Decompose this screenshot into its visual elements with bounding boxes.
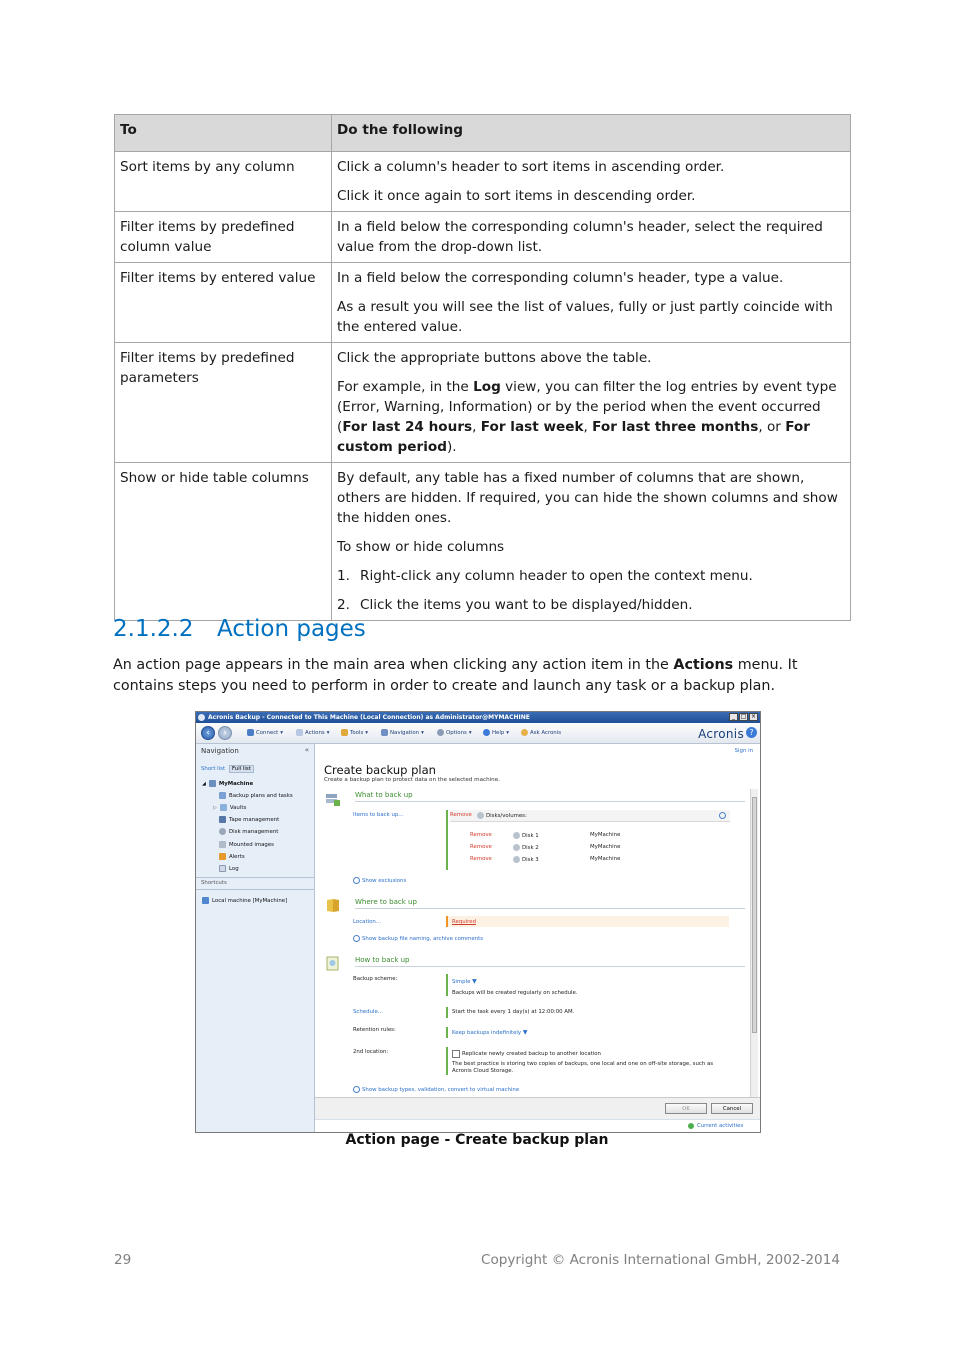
- cell-do: [332, 152, 851, 212]
- disk-name: Disk 3: [522, 856, 539, 863]
- vertical-scrollbar[interactable]: [750, 789, 758, 1099]
- shortcut-local-machine[interactable]: [202, 897, 287, 904]
- period-bold: For custom period: [337, 419, 810, 455]
- toolbar-actions[interactable]: Actions ▾: [296, 729, 329, 736]
- period-bold: For last three months: [592, 419, 759, 435]
- tree-label: Local machine [MyMachine]: [212, 897, 288, 904]
- cell-do: [332, 263, 851, 343]
- text-run: ,: [583, 419, 593, 435]
- select-value: Keep backups indefinitely: [452, 1030, 522, 1036]
- toolbar-help[interactable]: Help ▾: [483, 729, 509, 736]
- list-number: 1.: [337, 568, 350, 584]
- window-title: Acronis Backup - Connected to This Machine (Local Connection) as Administrator@MYMACHINE: [208, 714, 530, 721]
- green-indicator: [446, 1007, 448, 1018]
- how-to-back-up-icon: [325, 955, 341, 971]
- navigation-pane: [196, 744, 315, 1132]
- disks-header: [477, 812, 527, 819]
- show-naming-link[interactable]: [353, 935, 483, 942]
- text-run: view, you can filter the log entries by event type (Error, Warning, Information) or by the period when the event occurred (: [337, 379, 837, 435]
- help-icon[interactable]: ?: [746, 727, 757, 738]
- tree-item-mounted-images[interactable]: [219, 841, 274, 848]
- cell-to: Show or hide table columns: [115, 463, 332, 621]
- expand-icon: [353, 877, 360, 884]
- page-number: 29: [114, 1252, 132, 1268]
- where-to-back-up-icon: [325, 897, 341, 913]
- cell-to: Filter items by entered value: [115, 263, 332, 343]
- full-list-button[interactable]: Full list: [229, 765, 254, 773]
- link-label: Show backup file naming, archive comments: [362, 936, 484, 942]
- green-indicator: [446, 1047, 448, 1075]
- disk-icon: [513, 856, 520, 863]
- tree-label: Mounted images: [229, 841, 274, 848]
- forward-button[interactable]: ›: [218, 726, 232, 740]
- back-button[interactable]: ‹: [201, 726, 215, 740]
- tree-label: MyMachine: [218, 780, 254, 787]
- cell-paragraph: As a result you will see the list of values, fully or just partly coincide with the entered value.: [337, 299, 833, 335]
- text-run: , or: [758, 419, 786, 435]
- collapse-icon[interactable]: «: [304, 746, 309, 754]
- disk-icon: [219, 828, 226, 835]
- machine-icon: [209, 780, 216, 787]
- toolbar: [196, 723, 760, 744]
- remove-disk-link[interactable]: Remove: [470, 856, 492, 862]
- text-run: For example, in the: [337, 379, 474, 395]
- link-label: Show backup types, validation, convert to virtual machine: [362, 1087, 520, 1093]
- retention-label: Retention rules:: [353, 1027, 396, 1033]
- backup-scheme-label: Backup scheme:: [353, 976, 398, 982]
- link-label: Current activities: [697, 1123, 744, 1129]
- period-bold: For last week: [480, 419, 584, 435]
- table-row: [115, 263, 851, 343]
- navigation-icon: [381, 729, 388, 736]
- toolbar-label: Actions: [305, 729, 325, 736]
- cell-paragraph: In a field below the corresponding column's header, type a value.: [337, 270, 784, 286]
- help-small-icon: [483, 729, 490, 736]
- col-header-do: Do the following: [332, 115, 851, 152]
- chevron-down-icon: ▼: [522, 1029, 528, 1036]
- tree-label: Disk management: [229, 828, 279, 835]
- list-text: Right-click any column header to open the context menu.: [360, 568, 753, 584]
- table-row: [115, 463, 851, 621]
- scrollbar-thumb[interactable]: [752, 797, 757, 1033]
- where-to-back-up-title: Where to back up: [355, 898, 417, 906]
- period-bold: For last 24 hours: [342, 419, 473, 435]
- tree-label: Log: [229, 865, 239, 872]
- window-controls: [729, 713, 758, 721]
- replicate-checkbox[interactable]: [452, 1050, 460, 1058]
- what-to-back-up-title: What to back up: [355, 791, 413, 799]
- tree-label: Vaults: [229, 804, 247, 811]
- section-heading: [113, 616, 366, 642]
- toolbar-tools[interactable]: Tools ▾: [341, 729, 368, 736]
- link-label: Show exclusions: [362, 878, 407, 884]
- schedule-link[interactable]: Schedule...: [353, 1009, 383, 1015]
- location-link[interactable]: Location...: [353, 919, 381, 925]
- table-row: [115, 152, 851, 212]
- section-number: 2.1.2.2: [113, 616, 194, 642]
- current-activities-link[interactable]: [688, 1123, 743, 1129]
- tree-label: Alerts: [229, 853, 245, 860]
- main-pane: [315, 744, 760, 1132]
- options-table: [114, 114, 851, 621]
- toolbar-ask-acronis[interactable]: [521, 729, 561, 736]
- toolbar-navigation[interactable]: Navigation ▾: [381, 729, 424, 736]
- close-icon[interactable]: ×: [750, 713, 757, 720]
- toolbar-label: Tools: [350, 729, 364, 736]
- show-exclusions-link[interactable]: [353, 877, 406, 884]
- text-run: An action page appears in the main area when clicking any action item in the: [113, 657, 674, 673]
- divider: [196, 889, 314, 890]
- remove-disk-link[interactable]: Remove: [470, 832, 492, 838]
- section-divider: [355, 908, 745, 909]
- remove-all-link[interactable]: Remove: [450, 812, 472, 818]
- text-run: ,: [472, 419, 481, 435]
- disk-name: Disk 2: [522, 844, 539, 851]
- cell-to: Sort items by any column: [115, 152, 332, 212]
- cell-paragraph: [337, 377, 845, 457]
- acronis-logo: Acronis: [698, 727, 744, 741]
- dialog-button-bar: [315, 1097, 760, 1120]
- connect-icon: [247, 729, 254, 736]
- remove-disk-link[interactable]: Remove: [470, 844, 492, 850]
- green-indicator: [446, 810, 448, 870]
- section-divider: [355, 801, 745, 802]
- disks-header-label: Disks/volumes:: [486, 812, 527, 819]
- page-subtitle: Create a backup plan to protect data on the selected machine.: [324, 777, 500, 783]
- cell-do: [332, 343, 851, 463]
- activity-icon: [688, 1123, 694, 1129]
- disk-machine: MyMachine: [590, 844, 621, 850]
- page-title: Create backup plan: [324, 763, 436, 777]
- col-header-to: To: [115, 115, 332, 152]
- log-bold: Log: [473, 379, 501, 395]
- chevron-down-icon: ▼: [472, 978, 477, 985]
- cell-to: Filter items by predefined column value: [115, 212, 332, 263]
- how-to-back-up-title: How to back up: [355, 956, 410, 964]
- tree-item-alerts[interactable]: [219, 853, 245, 860]
- disk-icon: [477, 812, 484, 819]
- text-run: ).: [446, 439, 457, 455]
- tree-item-vaults[interactable]: [213, 804, 246, 811]
- toolbar-label: Help: [492, 729, 505, 736]
- backup-scheme-select[interactable]: [452, 978, 477, 985]
- log-icon: [219, 865, 226, 872]
- tree-item-tape[interactable]: [219, 816, 279, 823]
- disk-name: Disk 1: [522, 832, 539, 839]
- cell-paragraph: To show or hide columns: [337, 539, 505, 555]
- green-indicator: [446, 974, 448, 996]
- shortcuts-title: Shortcuts: [201, 880, 227, 886]
- list-number: 2.: [337, 597, 350, 613]
- cell-paragraph: In a field below the corresponding column's header, select the required value from the drop-down list.: [337, 219, 823, 255]
- copyright: Copyright © Acronis International GmbH, 2002-2014: [480, 1252, 840, 1268]
- expand-icon: [353, 935, 360, 942]
- tree-label: Backup plans and tasks: [229, 792, 293, 799]
- disk-icon: [513, 832, 520, 839]
- ok-button[interactable]: OK: [665, 1103, 707, 1114]
- items-to-back-up-link[interactable]: Items to back up...: [353, 812, 404, 818]
- mounted-icon: [219, 841, 226, 848]
- cell-do: [332, 463, 851, 621]
- required-field[interactable]: [446, 916, 729, 927]
- replicate-note: The best practice is storing two copies of backups, one local and one on off-site storage, such as Acronis Cloud Storage.: [452, 1061, 714, 1074]
- table-header-row: [115, 115, 851, 152]
- toolbar-label: Options: [446, 729, 467, 736]
- cell-paragraph: Click it once again to sort items in descending order.: [337, 188, 696, 204]
- divider: [196, 877, 314, 878]
- alerts-icon: [219, 853, 226, 860]
- vaults-icon: [220, 804, 227, 811]
- schedule-value: Start the task every 1 day(s) at 12:00:00 AM.: [452, 1009, 575, 1015]
- toolbar-label: Navigation: [390, 729, 420, 736]
- window-titlebar: [196, 712, 760, 723]
- expand-icon: ▷: [213, 804, 217, 811]
- toolbar-options[interactable]: Options ▾: [437, 729, 472, 736]
- tree-item-disk-management[interactable]: [219, 828, 278, 835]
- cell-paragraph: Click a column's header to sort items in ascending order.: [337, 159, 725, 175]
- plans-icon: [219, 792, 226, 799]
- table-row: [115, 212, 851, 263]
- section-title: Action pages: [217, 616, 366, 642]
- actions-icon: [296, 729, 303, 736]
- intro-paragraph: [113, 655, 843, 697]
- disk-row: [513, 856, 539, 863]
- table-row: [115, 343, 851, 463]
- green-indicator: [446, 1027, 448, 1038]
- actions-bold: Actions: [673, 657, 734, 673]
- figure-caption: Action page - Create backup plan: [345, 1132, 609, 1148]
- tree-label: Tape management: [229, 816, 280, 823]
- cell-do: [332, 212, 851, 263]
- backup-scheme-note: Backups will be created regularly on schedule.: [452, 990, 578, 996]
- tree-item-log[interactable]: [219, 865, 239, 872]
- tree-item-backup-plans[interactable]: [219, 792, 293, 799]
- what-to-back-up-icon: [325, 791, 341, 807]
- show-backup-types-link[interactable]: [353, 1086, 519, 1093]
- expand-icon: [353, 1086, 360, 1093]
- cell-to: Filter items by predefined parameters: [115, 343, 332, 463]
- replicate-label: Replicate newly created backup to another location: [462, 1051, 601, 1057]
- orange-indicator: [446, 916, 448, 927]
- disk-row: [513, 844, 539, 851]
- select-value: Simple: [452, 979, 471, 985]
- nav-title: Navigation: [201, 747, 239, 755]
- computer-icon: [202, 897, 209, 904]
- section-divider: [355, 966, 745, 967]
- list-text: Click the items you want to be displayed/hidden.: [360, 597, 693, 613]
- toolbar-label: Ask Acronis: [530, 729, 562, 736]
- disk-row: [513, 832, 539, 839]
- options-icon: [437, 729, 444, 736]
- sign-in-link[interactable]: Sign in: [734, 748, 753, 754]
- second-location-label: 2nd location:: [353, 1049, 389, 1055]
- ask-acronis-icon: [521, 729, 528, 736]
- maximize-icon[interactable]: □: [740, 713, 747, 720]
- retention-select[interactable]: [452, 1029, 527, 1036]
- toolbar-connect[interactable]: Connect ▾: [247, 729, 283, 736]
- app-screenshot: [195, 711, 761, 1133]
- cancel-button[interactable]: Cancel: [711, 1103, 753, 1114]
- status-bar: [315, 1119, 760, 1133]
- tape-icon: [219, 816, 226, 823]
- tools-icon: [341, 729, 348, 736]
- expand-icon: ◢: [202, 780, 206, 787]
- disk-machine: MyMachine: [590, 832, 621, 838]
- disk-icon: [513, 844, 520, 851]
- app-icon: [198, 714, 205, 721]
- required-link[interactable]: Required: [452, 919, 476, 925]
- cell-paragraph: By default, any table has a fixed number of columns that are shown, others are hidden. If required, you can hide the shown columns and show the hidden ones.: [337, 470, 838, 526]
- collapse-section-icon[interactable]: [719, 812, 726, 819]
- cell-paragraph: Click the appropriate buttons above the table.: [337, 350, 652, 366]
- short-list-link[interactable]: Short list: [201, 766, 226, 772]
- toolbar-label: Connect: [256, 729, 279, 736]
- list-item: [337, 566, 845, 586]
- replicate-option[interactable]: [452, 1050, 601, 1058]
- list-item: [337, 595, 845, 615]
- tree-item-mymachine[interactable]: [202, 780, 253, 787]
- text-run: menu. It contains steps you need to perform in order to create and launch any task or a backup plan.: [113, 657, 798, 694]
- disk-machine: MyMachine: [590, 856, 621, 862]
- minimize-icon[interactable]: _: [729, 713, 738, 721]
